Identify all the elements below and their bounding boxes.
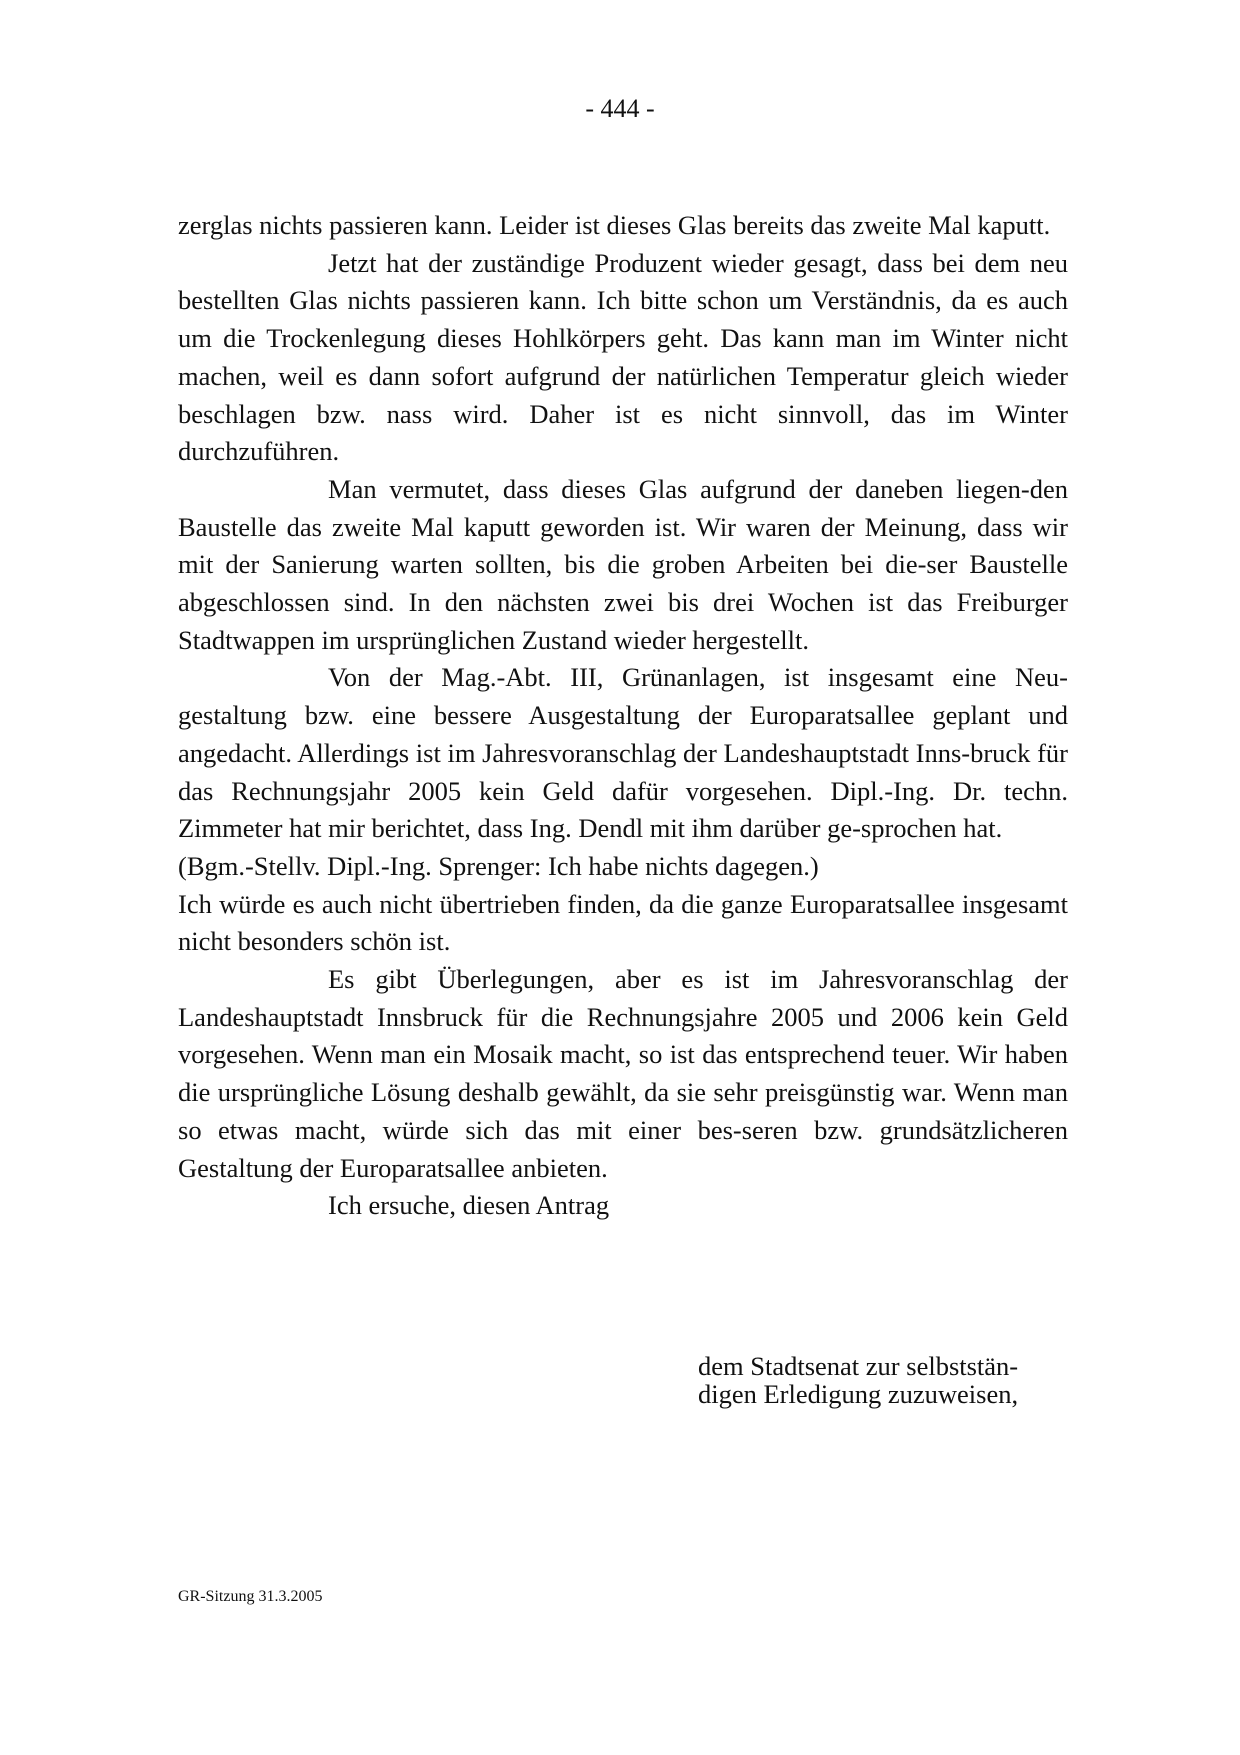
closing-line-1: dem Stadtsenat zur selbststän-	[698, 1351, 1019, 1381]
closing-motion	[698, 1352, 1078, 1408]
paragraph-continuation: zerglas nichts passieren kann. Leider ist dieses Glas bereits das zweite Mal kaputt.	[178, 210, 1051, 240]
closing-line-2: digen Erledigung zuzuweisen,	[698, 1379, 1019, 1409]
footer-session-label: GR-Sitzung 31.3.2005	[178, 1588, 323, 1605]
paragraph-redesign: Von der Mag.-Abt. III, Grünanlagen, ist insgesamt eine Neu-gestaltung bzw. eine bessere Ausgestaltung der Europaratsallee geplant und angedacht. Allerdings ist im Jahresvoranschlag der Landeshauptstadt Inns-bruck für das Rechnungsjahr 2005 kein Geld dafür vorgesehen. Dipl.-Ing. Dr. techn. Zimmeter hat mir berichtet, dass Ing. Dendl mit ihm darüber ge-sprochen hat.	[178, 662, 1068, 844]
paragraph-construction-site: Man vermutet, dass dieses Glas aufgrund der daneben liegen-den Baustelle das zweite Mal kaputt geworden ist. Wir waren der Meinung, dass wir mit der Sanierung warten sollten, bis die groben Arbeiten bei die-ser Baustelle abgeschlossen sind. In den nächsten zwei bis drei Wochen ist das Freiburger Stadtwappen im ursprünglichen Zustand wieder hergestellt.	[178, 473, 1068, 655]
paragraph-europaratsallee: Ich würde es auch nicht übertrieben finden, da die ganze Europaratsallee insgesamt nicht besonders schön ist.	[178, 888, 1068, 957]
document-body	[178, 207, 1068, 1225]
paragraph-glass-producer: Jetzt hat der zuständige Produzent wieder gesagt, dass bei dem neu bestellten Glas nichts passieren kann. Ich bitte schon um Verständnis, da es auch um die Trockenlegung dieses Hohlkörpers geht. Das kann man im Winter nicht machen, weil es dann sofort aufgrund der natürlichen Temperatur gleich wieder beschlagen bzw. nass wird. Daher ist es nicht sinnvoll, das im Winter durchzuführen.	[178, 247, 1068, 467]
paragraph-mosaic-costs: Es gibt Überlegungen, aber es ist im Jahresvoranschlag der Landeshauptstadt Innsbruck für die Rechnungsjahre 2005 und 2006 kein Geld vorgesehen. Wenn man ein Mosaik macht, so ist das entsprechend teuer. Wir haben die ursprüngliche Lösung deshalb gewählt, da sie sehr preisgünstig war. Wenn man so etwas macht, würde sich das mit einer bes-seren bzw. grundsätzlicheren Gestaltung der Europaratsallee anbieten.	[178, 964, 1068, 1183]
interjection-sprenger: (Bgm.-Stellv. Dipl.-Ing. Sprenger: Ich habe nichts dagegen.)	[178, 850, 819, 881]
paragraph-request: Ich ersuche, diesen Antrag	[328, 1190, 610, 1221]
page-number: - 444 -	[585, 94, 655, 123]
